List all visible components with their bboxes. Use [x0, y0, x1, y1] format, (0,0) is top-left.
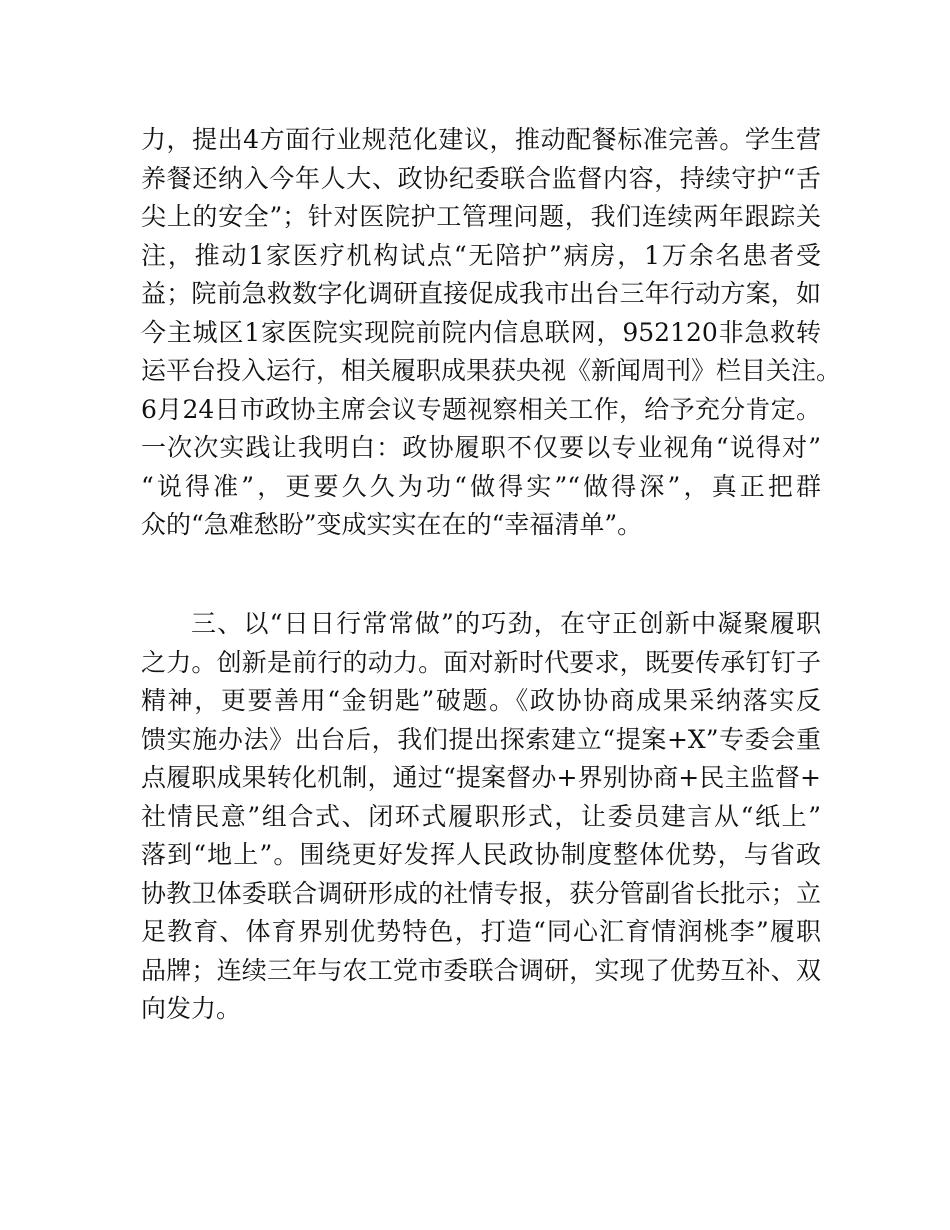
paragraph-line: 落到“地上”。围绕更好发挥人民政协制度整体优势，与省政 — [141, 840, 821, 869]
paragraph-1 — [141, 121, 842, 545]
paragraph-line: 社情民意”组合式、闭环式履职形式，让委员建言从“纸上” — [141, 801, 821, 831]
paragraph-line: 养餐还纳入今年人大、政协纪委联合监督内容，持续守护“舌 — [141, 163, 821, 193]
paragraph-line: 注，推动1家医疗机构试点“无陪护”病房，1万余名患者受 — [141, 240, 821, 270]
paragraph-line: 精神，更要善用“金钥匙”破题。《政协协商成果采纳落实反 — [141, 686, 821, 715]
paragraph-line: 之力。创新是前行的动力。面对新时代要求，既要传承钉钉子 — [141, 647, 821, 677]
paragraph-line: 今主城区1家医院实现院前院内信息联网，952120非急救转 — [141, 317, 821, 347]
paragraph-line: 协教卫体委联合调研形成的社情专报，获分管副省长批示；立 — [141, 878, 821, 908]
paragraph-line: 众的“急难愁盼”变成实实在在的“幸福清单”。 — [141, 510, 643, 539]
section-heading-line: 三、以“日日行常常做”的巧劲，在守正创新中凝聚履职 — [191, 609, 821, 638]
paragraph-line: 一次次实践让我明白：政协履职不仅要以专业视角“说得对” — [141, 433, 821, 462]
paragraph-line: 尖上的安全”；针对医院护工管理问题，我们连续两年跟踪关 — [141, 202, 821, 231]
paragraph-line: 6月24日市政协主席会议专题视察相关工作，给予充分肯定。 — [141, 394, 821, 424]
paragraph-line: 馈实施办法》出台后，我们提出探索建立“提案+X”专委会重 — [141, 724, 821, 754]
paragraph-line: 品牌；连续三年与农工党市委联合调研，实现了优势互补、双 — [141, 955, 821, 985]
paragraph-line: 运平台投入运行，相关履职成果获央视《新闻周刊》栏目关注。 — [141, 356, 842, 385]
paragraph-line: “说得准”，更要久久为功“做得实”“做得深”，真正把群 — [141, 471, 821, 501]
paragraph-2 — [141, 605, 821, 1029]
paragraph-line: 向发力。 — [141, 994, 242, 1023]
paragraph-line: 点履职成果转化机制，通过“提案督办+界别协商+民主监督+ — [141, 763, 821, 792]
paragraph-line: 益；院前急救数字化调研直接促成我市出台三年行动方案，如 — [141, 279, 821, 308]
paragraph-line: 力，提出4方面行业规范化建议，推动配餐标准完善。学生营 — [141, 125, 821, 154]
paragraph-line: 足教育、体育界别优势特色，打造“同心汇育情润桃李”履职 — [141, 917, 821, 946]
